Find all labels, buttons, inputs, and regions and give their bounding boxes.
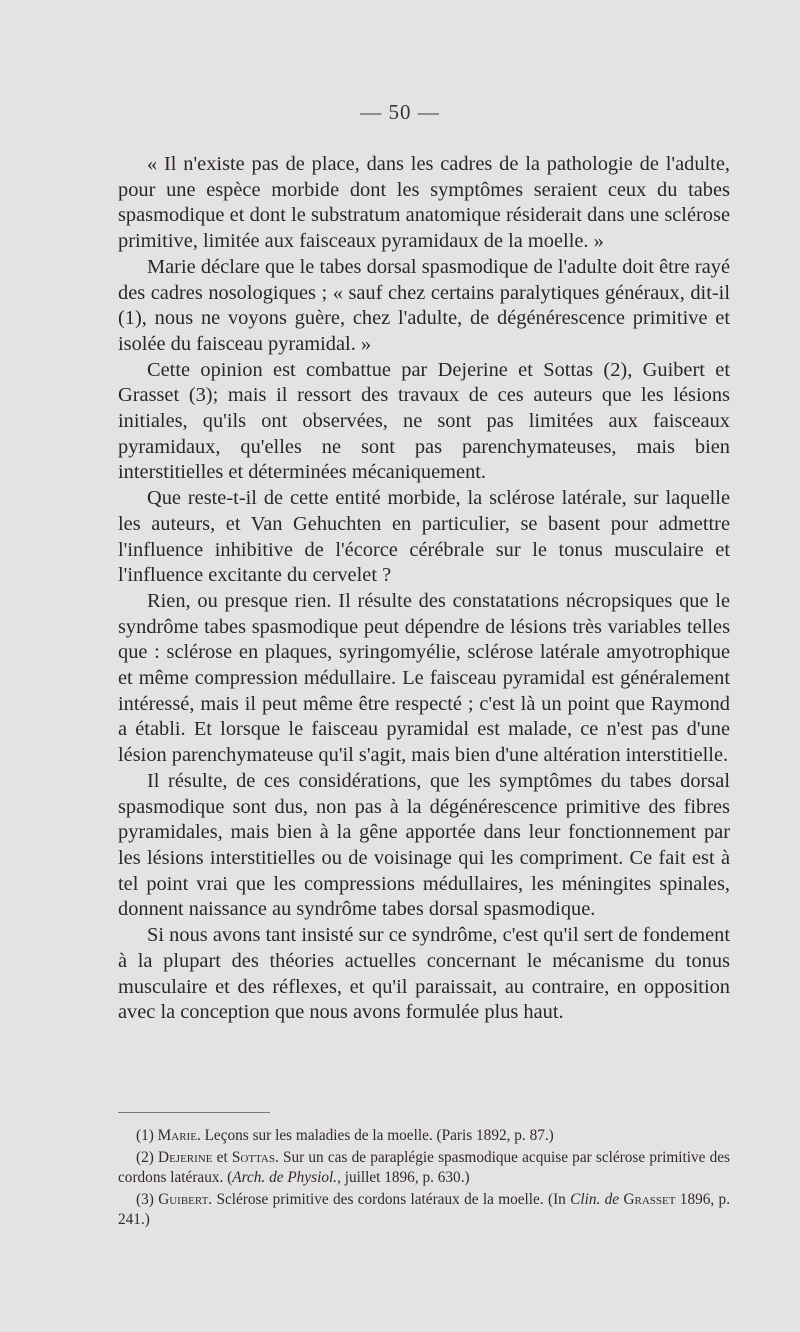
footnote-3	[118, 1190, 730, 1230]
paragraph: Si nous avons tant insisté sur ce syndrôme, c'est qu'il sert de fondement à la plupart des théories actuelles concernant le mécanisme du tonus musculaire et des réflexes, et qu'il paraissait, au contraire, en opposition avec la conception que nous avons formulée plus haut.	[118, 924, 730, 1024]
footnotes	[118, 1126, 730, 1230]
footnote-text: , juillet 1896, p. 630.)	[337, 1169, 470, 1186]
body-text	[118, 152, 730, 1026]
paragraph: Que reste-t-il de cette entité morbide, la sclérose latérale, sur laquelle les auteurs, et Van Gehuchten en particulier, se basent pour admettre l'influence inhibitive de l'écorce cérébrale sur le tonus musculaire et l'influence excitante du cervelet ?	[118, 487, 730, 587]
footnote-text: . Sur un cas de paraplégie spasmodique acquise par sclérose primitive des cordons latéraux. (	[118, 1149, 730, 1186]
footnote-journal: Arch. de Physiol.	[232, 1169, 338, 1186]
footnote-2	[118, 1148, 730, 1188]
page-number: — 50 —	[360, 100, 440, 124]
footnote-author: Dejerine	[158, 1149, 213, 1166]
paragraph: Il résulte, de ces considérations, que les symptômes du tabes dorsal spasmodique sont dus, non pas à la dégénérescence primitive des fibres pyramidales, mais bien à la gêne apportée dans leur fonctionnement par les lésions interstitielles ou de voisinage qui les compriment. Ce fait est à tel point vrai que les compressions médullaires, les méningites spinales, donnent naissance au syndrôme tabes dorsal spasmodique.	[118, 769, 730, 921]
footnote-author: Marie	[157, 1127, 197, 1144]
paragraph: Marie déclare que le tabes dorsal spasmodique de l'adulte doit être rayé des cadres nosologiques ; « sauf chez certains paralytiques généraux, dit-il (1), nous ne voyons guère, chez l'adulte, de dégénérescence primitive et isolée du faisceau pyramidal. »	[118, 255, 730, 355]
footnote-text: . Sclérose primitive des cordons latéraux de la moelle. (In	[208, 1191, 571, 1208]
footnote-mark: (3)	[136, 1191, 154, 1208]
footnote-author: Grasset	[623, 1191, 676, 1208]
footnote-text: . Leçons sur les maladies de la moelle. (Paris 1892, p. 87.)	[196, 1127, 554, 1144]
footnote-text: et	[212, 1149, 232, 1166]
paragraph: Rien, ou presque rien. Il résulte des constatations nécropsiques que le syndrôme tabes spasmodique peut dépendre de lésions très variables telles que : sclérose en plaques, syringomyélie, sclérose latérale amyotrophique et même compression médullaire. Le faisceau pyramidal est généralement intéressé, mais il peut même être respecté ; c'est là un point que Raymond a établi. Et lorsque le faisceau pyramidal est malade, ce n'est pas d'une lésion parenchymateuse qu'il s'agit, mais bien d'une altération interstitielle.	[118, 589, 730, 767]
paragraph: Cette opinion est combattue par Dejerine et Sottas (2), Guibert et Grasset (3); mais il ressort des travaux de ces auteurs que les lésions initiales, qu'ils ont observées, ne sont pas limitées aux faisceaux pyramidaux, qu'elles ne sont pas parenchymateuses, mais bien interstitielles et déterminées mécaniquement.	[118, 358, 730, 484]
footnote-1	[118, 1126, 730, 1146]
footnote-journal: Clin. de	[570, 1191, 620, 1208]
footnote-author: Sottas	[231, 1149, 275, 1166]
footnote-separator	[118, 1112, 270, 1113]
footnote-text: 1896, p. 241.)	[118, 1191, 731, 1228]
footnote-author: Guibert	[158, 1191, 209, 1208]
paragraph: « Il n'existe pas de place, dans les cadres de la pathologie de l'adulte, pour une espèce morbide dont les symptômes seraient ceux du tabes spasmodique et dont le substratum anatomique résiderait dans une sclérose primitive, limitée aux faisceaux pyramidaux de la moelle. »	[118, 153, 730, 253]
footnote-mark: (2)	[136, 1149, 154, 1166]
footnote-mark: (1)	[136, 1127, 154, 1144]
